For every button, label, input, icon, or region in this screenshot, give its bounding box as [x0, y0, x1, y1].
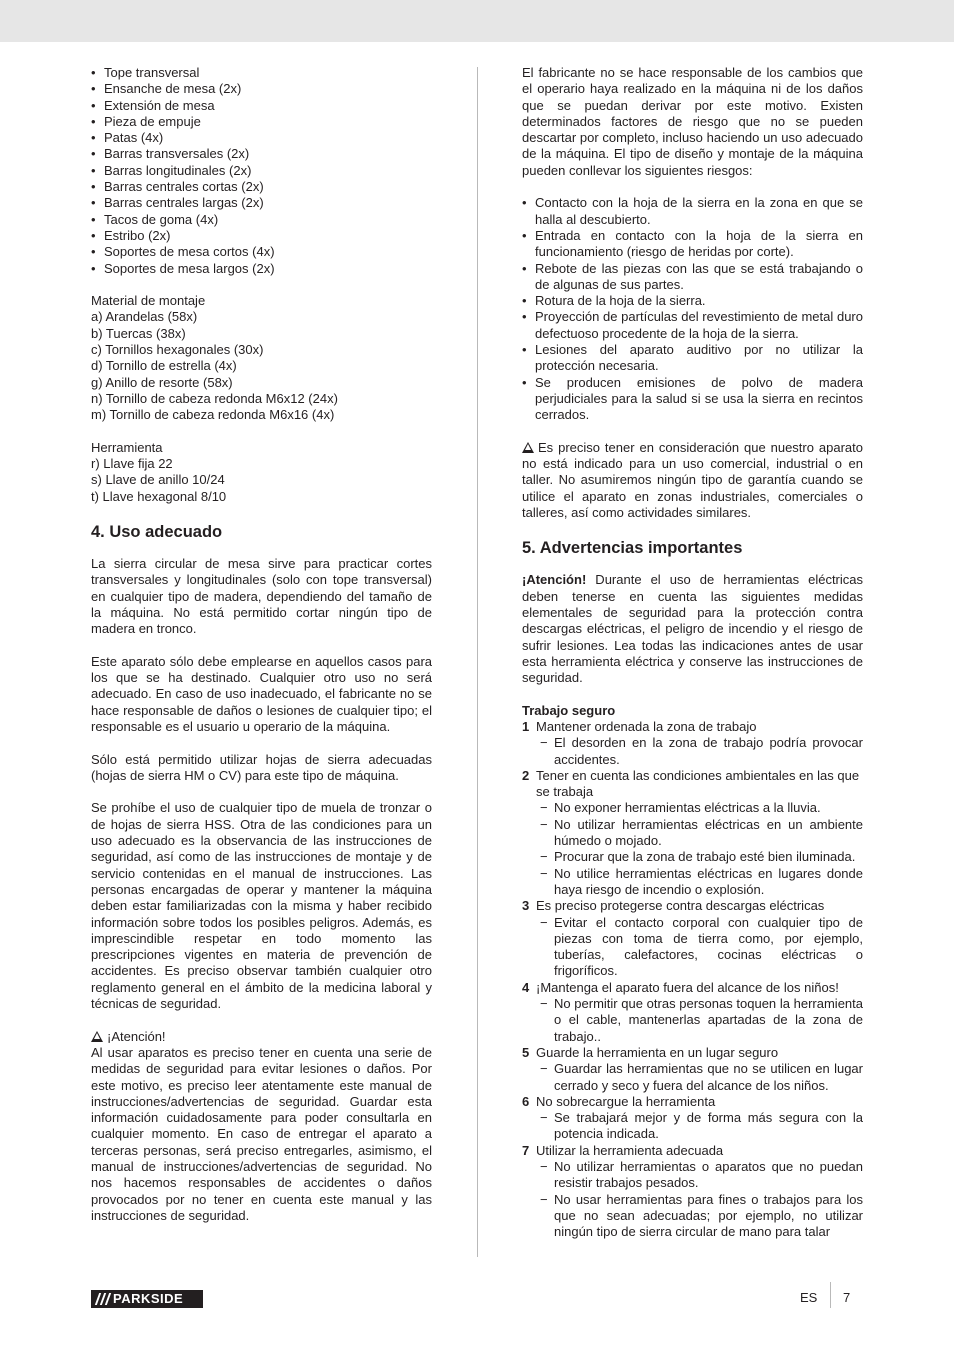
tools-title: Herramienta	[91, 439, 163, 455]
item-number: 5	[522, 1044, 530, 1060]
list-item: • Soportes de mesa cortos (4x)	[91, 244, 432, 260]
mounting-title: Material de montaje	[91, 293, 206, 309]
numbered-item	[522, 980, 863, 996]
list-item: • Barras centrales cortas (2x)	[91, 179, 432, 195]
paragraph: Este aparato sólo debe emplearse en aquellos casos para los que se ha destinado. Cualquier otro uso no será adecuado. En caso de uso inadecuado, el fabricante no se hace responsable de daños o lesiones de cualquier tipo; el responsable es el usuario u operario de la máquina.	[91, 653, 432, 734]
item-text: Utilizar la herramienta adecuada	[536, 1142, 724, 1158]
sub-item-text: El desorden en la zona de trabajo podría provocar accidentes.	[554, 735, 863, 767]
list-item: • Tope transversal	[91, 65, 432, 81]
list-item: • Pieza de empuje	[91, 114, 432, 130]
list-item: d) Tornillo de estrella (4x)	[91, 358, 237, 374]
sub-item-text: No utilizar herramientas eléctricas en un ambiente húmedo o mojado.	[554, 816, 863, 849]
list-item: • Estribo (2x)	[91, 228, 432, 244]
sub-item: − No utilizar herramientas eléctricas en un ambiente húmedo o mojado.	[540, 816, 863, 849]
top-bar	[0, 0, 954, 42]
sub-item: − El desorden en la zona de trabajo podría provocar accidentes.	[540, 735, 863, 767]
item-text: Tener en cuenta las condiciones ambientales en las que se trabaja	[536, 767, 860, 800]
sub-item: − Guardar las herramientas que no se utilicen en lugar cerrado y seco y fuera del alcance de los niños.	[540, 1061, 863, 1093]
sub-item-text: No exponer herramientas eléctricas a la lluvia.	[554, 800, 821, 816]
numbered-item	[522, 898, 863, 914]
item-text: Mantener ordenada la zona de trabajo	[536, 718, 757, 734]
list-item: a) Arandelas (58x)	[91, 309, 198, 325]
left-column	[91, 65, 432, 1224]
sub-item: − No utilice herramientas eléctricas en lugares donde haya riesgo de incendio o explosión.	[540, 865, 863, 897]
sub-item: − No exponer herramientas eléctricas a la lluvia.	[540, 800, 821, 816]
footer-divider	[830, 1282, 831, 1308]
subsection-heading: Trabajo seguro	[522, 702, 616, 718]
item-text: Es preciso protegerse contra descargas eléctricas	[536, 898, 825, 914]
list-item: s) Llave de anillo 10/24	[91, 472, 225, 488]
list-item: c) Tornillos hexagonales (30x)	[91, 342, 264, 358]
sub-item-text: No usar herramientas para fines o trabajos para los que no sean adecuadas; por ejemplo, no utilizar ningún tipo de sierra circular de mano para talar	[554, 1191, 863, 1240]
item-text: Guarde la herramienta en un lugar seguro	[536, 1044, 779, 1060]
column-divider	[477, 67, 478, 1257]
sub-item: − Evitar el contacto corporal con cualquier tipo de piezas con toma de tierra como, por ejemplo, tuberías, calefactores, cocinas eléctricas o frigoríficos.	[540, 914, 863, 979]
list-item: • Barras longitudinales (2x)	[91, 163, 432, 179]
sub-item: − No utilizar herramientas o aparatos que no puedan resistir trabajos pesados.	[540, 1159, 863, 1191]
risk-list	[522, 195, 863, 423]
mounting-list	[91, 309, 432, 423]
attention-paragraph	[522, 572, 863, 686]
warning-paragraph	[522, 440, 863, 521]
numbered-item	[522, 768, 863, 801]
sub-item-text: Guardar las herramientas que no se utilicen en lugar cerrado y seco y fuera del alcance de los niños.	[554, 1061, 863, 1093]
paragraph: Al usar aparatos es preciso tener en cuenta una serie de medidas de seguridad para evitar lesiones o daños. Por este motivo, es preciso leer atentamente este manual de instrucciones/advertencias de seguridad. Guardar esta información cuidadosamente para poder consultarla en cualquier momento. En caso de entregar el aparato a terceras personas, será preciso entregarles, asimismo, el manual de instrucciones/advertencias de seguridad. No nos hacemos responsables de accidentes o daños provocados por no tener en cuenta este manual y las instrucciones de seguridad.	[91, 1044, 432, 1223]
item-number: 1	[522, 718, 530, 734]
page-number: 7	[843, 1290, 851, 1305]
sub-item-text: Procurar que la zona de trabajo esté bien iluminada.	[554, 849, 856, 865]
list-item: b) Tuercas (38x)	[91, 325, 186, 341]
tools-list	[91, 456, 432, 505]
item-number: 7	[522, 1142, 530, 1158]
list-item: n) Tornillo de cabeza redonda M6x12 (24x)	[91, 390, 338, 406]
list-item: • Ensanche de mesa (2x)	[91, 81, 432, 97]
sub-item: − Procurar que la zona de trabajo esté bien iluminada.	[540, 849, 856, 865]
list-item: • Extensión de mesa	[91, 98, 432, 114]
list-item: • Rebote de las piezas con las que se está trabajando o de algunas de sus partes.	[522, 261, 863, 294]
attention-label: ¡Atención!	[107, 1028, 166, 1044]
numbered-item	[522, 1045, 863, 1061]
list-item: • Tacos de goma (4x)	[91, 212, 432, 228]
list-item: g) Anillo de resorte (58x)	[91, 374, 233, 390]
numbered-item	[522, 1094, 863, 1110]
section-heading: 5. Advertencias importantes	[522, 539, 743, 558]
numbered-item	[522, 1143, 863, 1159]
attention-line	[91, 1029, 432, 1045]
list-item: • Proyección de partículas del revestimiento de metal duro defectuoso procedente de la hoja de la sierra.	[522, 309, 863, 342]
list-item: • Entrada en contacto con la hoja de la sierra en funcionamiento (riesgo de heridas por corte).	[522, 228, 863, 261]
list-item: • Lesiones del aparato auditivo por no utilizar la protección necesaria.	[522, 342, 863, 375]
list-item: • Patas (4x)	[91, 130, 432, 146]
parts-list	[91, 65, 432, 277]
sub-item-text: No utilice herramientas eléctricas en lugares donde haya riesgo de incendio o explosión.	[554, 865, 863, 897]
item-number: 6	[522, 1093, 530, 1109]
language-code: ES	[800, 1290, 818, 1305]
item-number: 3	[522, 898, 530, 914]
list-item: m) Tornillo de cabeza redonda M6x16 (4x)	[91, 407, 335, 423]
paragraph: El fabricante no se hace responsable de los cambios que el operario haya realizado en la máquina ni de los daños que se puedan derivar por este motivo. Existen determinados factores de riesgo que no se pueden descartar por completo, incluso haciendo un uso adecuado de la máquina. El tipo de diseño y montaje de la máquina pueden conllevar los siguientes riesgos:	[522, 65, 863, 178]
section-heading: 4. Uso adecuado	[91, 523, 223, 542]
right-column	[522, 65, 863, 1240]
list-item: • Barras transversales (2x)	[91, 146, 432, 162]
list-item: • Contacto con la hoja de la sierra en la zona en que se halla al descubierto.	[522, 195, 863, 228]
numbered-item	[522, 719, 863, 735]
list-item: • Soportes de mesa largos (2x)	[91, 261, 432, 277]
sub-item: − No permitir que otras personas toquen la herramienta o el cable, mantenerlas apartadas de la zona de trabajo..	[540, 996, 863, 1044]
item-text: No sobrecargue la herramienta	[536, 1093, 716, 1109]
safe-work-list	[522, 719, 863, 1241]
paragraph: La sierra circular de mesa sirve para practicar cortes transversales y longitudinales (solo con tope transversal) en cualquier tipo de madera, dependiendo del tamaño de la máquina. No está permitido cortar ningún tipo de madera en tronco.	[91, 556, 432, 637]
sub-item-text: Evitar el contacto corporal con cualquier tipo de piezas con toma de tierra como, por ejemplo, tuberías, calefactores, cocinas eléctricas o frigoríficos.	[554, 914, 863, 979]
item-text: ¡Mantenga el aparato fuera del alcance de los niños!	[536, 979, 839, 995]
item-number: 4	[522, 979, 530, 995]
list-item: • Se producen emisiones de polvo de madera perjudiciales para la salud si se usa la sierra en recintos cerrados.	[522, 375, 863, 424]
list-item: t) Llave hexagonal 8/10	[91, 488, 227, 504]
sub-item-text: No utilizar herramientas o aparatos que no puedan resistir trabajos pesados.	[554, 1159, 863, 1191]
sub-item-text: No permitir que otras personas toquen la herramienta o el cable, mantenerlas apartadas de la zona de trabajo..	[554, 996, 863, 1044]
logo-stripes	[91, 1290, 113, 1308]
list-item: • Rotura de la hoja de la sierra.	[522, 293, 863, 309]
item-number: 2	[522, 767, 530, 783]
sub-item-text: Se trabajará mejor y de forma más segura con la potencia indicada.	[554, 1110, 863, 1142]
list-item: • Barras centrales largas (2x)	[91, 195, 432, 211]
warning-icon	[522, 442, 534, 453]
sub-item: − Se trabajará mejor y de forma más segura con la potencia indicada.	[540, 1110, 863, 1142]
paragraph: Se prohíbe el uso de cualquier tipo de muela de tronzar o de hojas de sierra HSS. Otra de las condiciones para un uso adecuado es la observancia de las instrucciones de seguridad, así como de las instrucciones de montaje y de servicio contenidas en el manual de instrucciones. Las personas encargadas de operar y mantener la máquina deben estar familiarizadas con la misma y haber recibido información sobre todos los posibles peligros. Además, es imprescindible respetar en todo momento las prescripciones vigentes en materia de prevención de accidentes. Es preciso observar también cualquier otro reglamento general en el ámbito de la medicina laboral y técnicas de seguridad.	[91, 800, 432, 1012]
list-item: r) Llave fija 22	[91, 456, 173, 472]
paragraph: Sólo está permitido utilizar hojas de sierra adecuadas (hojas de sierra HM o CV) para este tipo de máquina.	[91, 751, 432, 783]
parkside-logo	[91, 1290, 203, 1308]
brand-name: PARKSIDE	[113, 1290, 184, 1306]
attention-bold: ¡Atención!	[522, 572, 587, 588]
warning-icon	[91, 1031, 103, 1042]
sub-item: − No usar herramientas para fines o trabajos para los que no sean adecuadas; por ejemplo, no utilizar ningún tipo de sierra circular de mano para talar	[540, 1191, 863, 1240]
warning-text: Es preciso tener en consideración que nuestro aparato no está indicado para un uso comercial, industrial o en taller. No asumiremos ningún tipo de garantía cuando se utilice el aparato en zonas industriales, comerciales o talleres, así como actividades similares.	[522, 439, 863, 521]
attention-text: Durante el uso de herramientas eléctricas deben tenerse en cuenta las siguientes medidas elementales de seguridad para la protección contra descargas eléctricas, el peligro de incendio y el riesgo de sufrir lesiones. Lea todas las indicaciones antes de usar esta herramienta eléctrica y conserve las instrucciones de seguridad.	[522, 572, 863, 686]
